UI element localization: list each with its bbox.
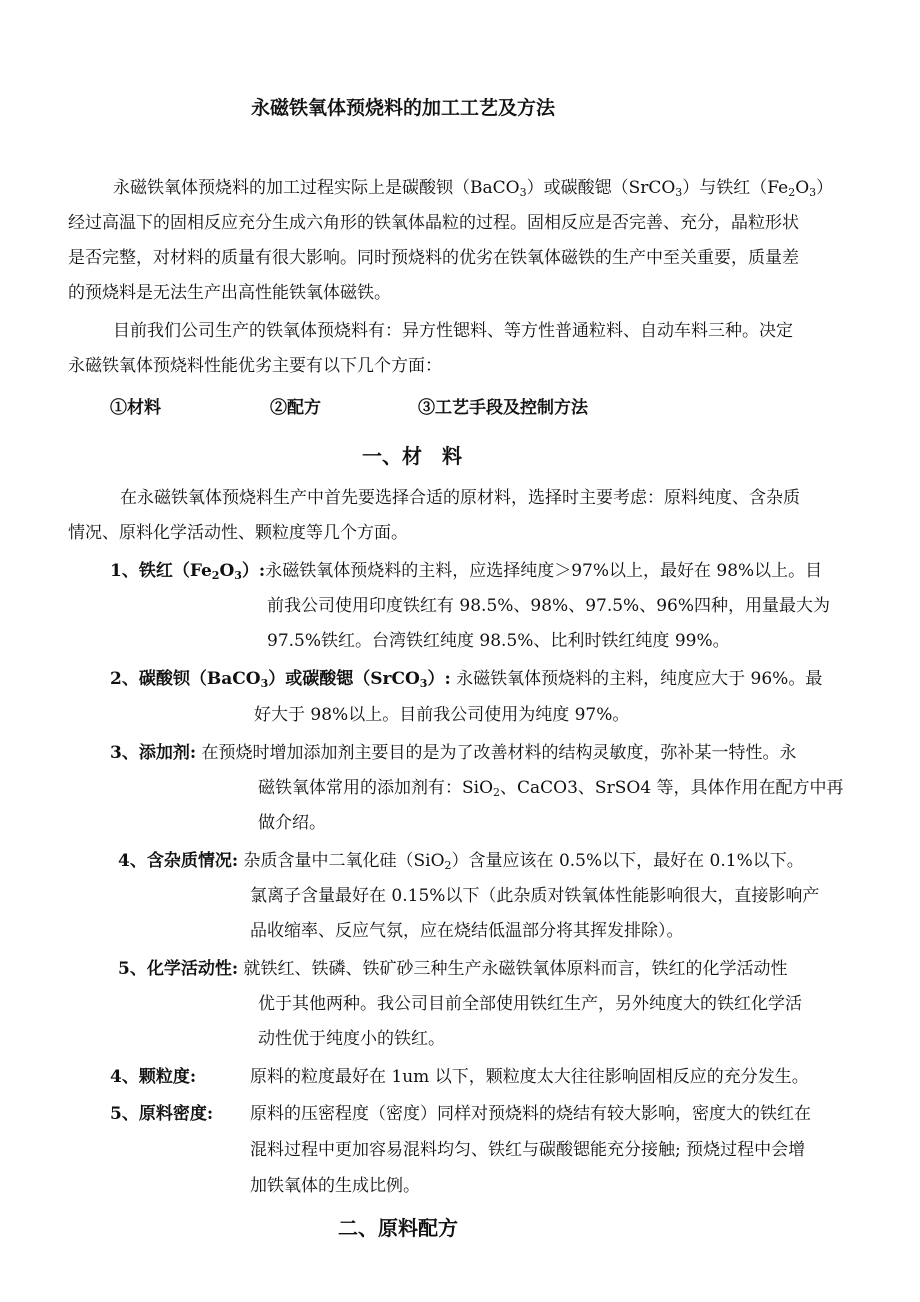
intro-p2-line1: 目前我们公司生产的铁氧体预烧料有：异方性锶料、等方性普通粒料、自动车料三种。决定 <box>113 321 793 341</box>
item1-line2: 前我公司使用印度铁红有 98.5%、98%、97.5%、96%四种，用量最大为 <box>267 596 830 616</box>
aspect-process: ③工艺手段及控制方法 <box>418 398 588 418</box>
item4-line3: 品收缩率、反应气氛，应在烧结低温部分将其挥发排除）。 <box>250 921 684 941</box>
item5-line1: 5、化学活动性: 就铁红、铁磷、铁矿砂三种生产永磁铁氧体原料而言，铁红的化学活动性 <box>118 959 788 979</box>
item7-line3: 加铁氧体的生成比例。 <box>250 1176 420 1196</box>
item1-line1: 1、铁红$(Fe_2O_3)$:永磁铁氧体预烧料的主料，应选择纯度＞97%以上，最好在 98%以上。目 <box>110 561 823 582</box>
item3-label: 3、添加剂: <box>110 743 197 763</box>
item2-line1: 2、碳酸钡（BaCO$_3$）或碳酸锶（SrCO$_3$）: 永磁铁氧体预烧料的主料，纯度应大于 96%。最 <box>110 669 823 690</box>
document-title: 永磁铁氧体预烧料的加工工艺及方法 <box>251 97 556 119</box>
item6-line1: 原料的粒度最好在 1um 以下，颗粒度太大往往影响固相反应的充分发生。 <box>250 1067 809 1087</box>
item1-line3: 97.5%铁红。台湾铁红纯度 98.5%、比利时铁红纯度 99%。 <box>267 631 730 651</box>
item6-label: 4、颗粒度: <box>110 1067 197 1087</box>
item3-line2: 磁铁氧体常用的添加剂有：SiO$_2$、CaCO3、SrSO4 等，具体作用在配方中再 <box>258 778 844 799</box>
item5-line3: 动性优于纯度小的铁红。 <box>258 1029 445 1049</box>
item7-line2: 混料过程中更加容易混料均匀、铁红与碳酸锶能充分接触; 预烧过程中会增 <box>250 1140 806 1160</box>
intro-p1-line3: 是否完整，对材料的质量有很大影响。同时预烧料的优劣在铁氧体磁铁的生产中至关重要，质量差 <box>68 248 799 268</box>
aspect-materials: ①材料 <box>110 398 161 418</box>
item4-line2: 氯离子含量最好在 0.15%以下（此杂质对铁氧体性能影响很大，直接影响产 <box>250 886 820 906</box>
intro-p1-line2: 经过高温下的固相反应充分生成六角形的铁氧体晶粒的过程。固相反应是否完善、充分，晶粒形状 <box>68 213 799 233</box>
item4-label: 4、含杂质情况: <box>118 851 239 871</box>
section1-intro-line2: 情况、原料化学活动性、颗粒度等几个方面。 <box>68 523 408 543</box>
intro-p2-line2: 永磁铁氧体预烧料性能优劣主要有以下几个方面： <box>68 356 442 376</box>
intro-p1-line4: 的预烧料是无法生产出高性能铁氧体磁铁。 <box>68 283 391 303</box>
aspect-formula: ②配方 <box>270 398 321 418</box>
section1-heading: 一、材 料 <box>362 444 462 468</box>
item3-line1: 3、添加剂: 在预烧时增加添加剂主要目的是为了改善材料的结构灵敏度，弥补某一特性。永 <box>110 743 797 763</box>
intro-p1-line1: 永磁铁氧体预烧料的加工过程实际上是碳酸钡（BaCO$_3$）或碳酸锶（SrCO$_3$）与铁红$(Fe_2O_3)$ <box>113 178 834 199</box>
item2-line2: 好大于 98%以上。目前我公司使用为纯度 97%。 <box>254 705 630 725</box>
item7-line1: 原料的压密程度（密度）同样对预烧料的烧结有较大影响，密度大的铁红在 <box>250 1104 811 1124</box>
section1-intro-line1: 在永磁铁氧体预烧料生产中首先要选择合适的原材料，选择时主要考虑：原料纯度、含杂质 <box>120 488 800 508</box>
item5-line2: 优于其他两种。我公司目前全部使用铁红生产，另外纯度大的铁红化学活 <box>258 994 802 1014</box>
item5-label: 5、化学活动性: <box>118 959 239 979</box>
item4-line1: 4、含杂质情况: 杂质含量中二氧化硅（SiO$_2$）含量应该在 0.5%以下，最好在 0.1%以下。 <box>118 851 804 872</box>
item1-label: 1、铁红$(Fe_2O_3)$: <box>110 561 266 582</box>
item2-label: 2、碳酸钡（BaCO$_3$）或碳酸锶（SrCO$_3$）: <box>110 669 451 690</box>
section2-heading: 二、原料配方 <box>338 1216 458 1240</box>
item3-line3: 做介绍。 <box>258 813 326 833</box>
item7-label: 5、原料密度: <box>110 1104 214 1124</box>
